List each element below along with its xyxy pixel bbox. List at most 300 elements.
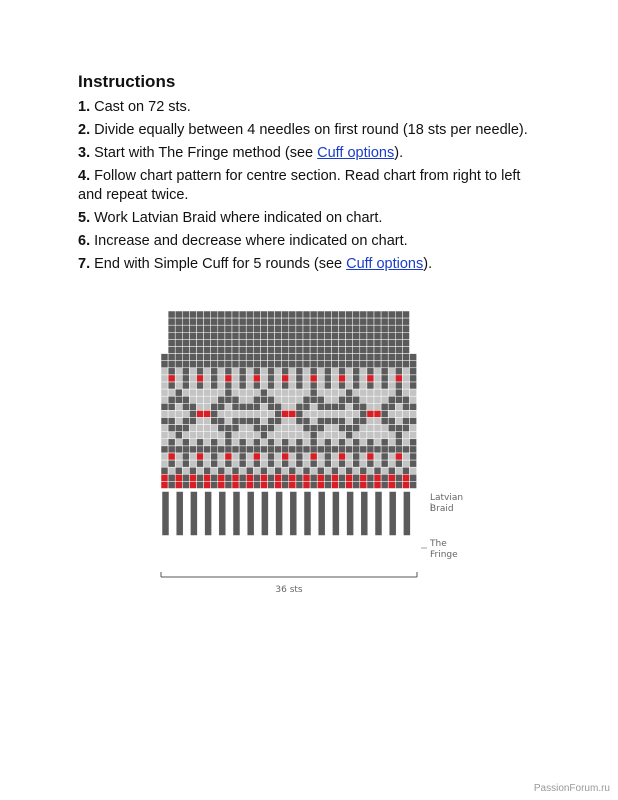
chart-cell <box>246 481 253 488</box>
chart-cell <box>367 332 374 339</box>
chart-cell <box>310 481 317 488</box>
chart-cell <box>197 403 204 410</box>
chart-cell <box>353 368 360 375</box>
chart-cell <box>367 368 374 375</box>
chart-cell <box>367 432 374 439</box>
chart-cell <box>182 425 189 432</box>
chart-cell <box>310 446 317 453</box>
chart-cell <box>402 318 409 325</box>
chart-cell <box>388 361 395 368</box>
chart-cell <box>246 460 253 467</box>
chart-cell <box>395 453 402 460</box>
chart-cell <box>374 453 381 460</box>
chart-cell <box>253 467 260 474</box>
chart-cell <box>296 474 303 481</box>
chart-cell <box>282 318 289 325</box>
chart-cell <box>275 332 282 339</box>
chart-cell <box>324 474 331 481</box>
chart-cell <box>232 382 239 389</box>
chart-cell <box>339 453 346 460</box>
chart-cell <box>310 318 317 325</box>
chart-cell <box>232 361 239 368</box>
chart-cell <box>339 311 346 318</box>
cuff-options-link-2[interactable]: Cuff options <box>346 256 424 272</box>
chart-cell <box>232 425 239 432</box>
chart-cell <box>204 425 211 432</box>
chart-cell <box>410 375 417 382</box>
chart-cell <box>260 325 267 332</box>
chart-cell <box>360 332 367 339</box>
chart-cell <box>402 453 409 460</box>
chart-cell <box>253 354 260 361</box>
chart-cell <box>331 446 338 453</box>
chart-cell <box>360 347 367 354</box>
chart-cell <box>410 410 417 417</box>
chart-cell <box>168 446 175 453</box>
chart-cell <box>381 361 388 368</box>
chart-cell <box>246 425 253 432</box>
chart-cell <box>197 474 204 481</box>
chart-cell <box>346 339 353 346</box>
chart-cell <box>239 467 246 474</box>
chart-cell <box>168 453 175 460</box>
chart-cell <box>395 332 402 339</box>
chart-cell <box>275 361 282 368</box>
chart-cell <box>246 318 253 325</box>
chart-cell <box>289 318 296 325</box>
chart-cell <box>360 418 367 425</box>
chart-cell <box>395 410 402 417</box>
chart-cell <box>402 410 409 417</box>
chart-cell <box>161 403 168 410</box>
chart-cell <box>239 418 246 425</box>
chart-cell <box>253 361 260 368</box>
chart-cell <box>317 467 324 474</box>
chart-cell <box>346 375 353 382</box>
chart-cell <box>225 418 232 425</box>
chart-cell <box>232 474 239 481</box>
chart-cell <box>289 403 296 410</box>
chart-cell <box>289 425 296 432</box>
chart-cell <box>353 446 360 453</box>
chart-cell <box>211 460 218 467</box>
chart-cell <box>204 403 211 410</box>
chart-cell <box>175 446 182 453</box>
chart-cell <box>232 418 239 425</box>
chart-cell <box>282 474 289 481</box>
chart-cell <box>395 418 402 425</box>
chart-cell <box>395 396 402 403</box>
chart-cell <box>182 382 189 389</box>
chart-cell <box>324 318 331 325</box>
chart-cell <box>381 418 388 425</box>
chart-cell <box>282 332 289 339</box>
chart-cell <box>353 339 360 346</box>
chart-cell <box>317 325 324 332</box>
chart-cell <box>204 481 211 488</box>
chart-cell <box>275 418 282 425</box>
chart-cell <box>204 375 211 382</box>
chart-cell <box>218 403 225 410</box>
chart-cell <box>381 403 388 410</box>
chart-cell <box>410 467 417 474</box>
chart-cell <box>353 382 360 389</box>
chart-cell <box>182 467 189 474</box>
chart-cell <box>367 325 374 332</box>
chart-cell <box>211 389 218 396</box>
chart-cell <box>246 474 253 481</box>
chart-cell <box>260 368 267 375</box>
chart-cell <box>268 396 275 403</box>
chart-cell <box>239 481 246 488</box>
chart-cell <box>402 446 409 453</box>
chart-cell <box>182 403 189 410</box>
chart-cell <box>253 347 260 354</box>
chart-cell <box>367 474 374 481</box>
chart-cell <box>324 339 331 346</box>
chart-cell <box>339 361 346 368</box>
chart-cell <box>367 339 374 346</box>
chart-cell <box>211 339 218 346</box>
chart-cell <box>268 467 275 474</box>
chart-cell <box>360 460 367 467</box>
chart-cell <box>225 311 232 318</box>
chart-cell <box>360 389 367 396</box>
chart-cell <box>282 375 289 382</box>
chart-cell <box>367 403 374 410</box>
chart-cell <box>395 467 402 474</box>
chart-cell <box>232 432 239 439</box>
chart-cell <box>402 467 409 474</box>
chart-cell <box>395 389 402 396</box>
chart-cell <box>282 432 289 439</box>
knitting-chart <box>150 305 480 600</box>
chart-cell <box>175 375 182 382</box>
chart-cell <box>197 410 204 417</box>
chart-cell <box>346 325 353 332</box>
chart-cell <box>388 446 395 453</box>
chart-cell <box>182 418 189 425</box>
chart-cell <box>296 382 303 389</box>
chart-cell <box>402 432 409 439</box>
chart-cell <box>289 382 296 389</box>
chart-cell <box>211 368 218 375</box>
chart-cell <box>410 403 417 410</box>
chart-cell <box>317 382 324 389</box>
chart-cell <box>296 460 303 467</box>
chart-cell <box>218 347 225 354</box>
chart-cell <box>239 410 246 417</box>
chart-cell <box>282 453 289 460</box>
chart-grid <box>161 311 417 489</box>
chart-cell <box>395 403 402 410</box>
chart-cell <box>253 474 260 481</box>
chart-cell <box>360 446 367 453</box>
chart-cell <box>197 389 204 396</box>
chart-cell <box>395 446 402 453</box>
chart-cell <box>204 467 211 474</box>
chart-cell <box>253 403 260 410</box>
chart-cell <box>246 439 253 446</box>
chart-cell <box>381 453 388 460</box>
chart-cell <box>410 418 417 425</box>
chart-cell <box>275 318 282 325</box>
chart-cell <box>331 467 338 474</box>
chart-cell <box>410 361 417 368</box>
chart-cell <box>204 460 211 467</box>
chart-cell <box>360 425 367 432</box>
chart-cell <box>395 361 402 368</box>
fringe-strand <box>176 492 183 536</box>
chart-cell <box>353 481 360 488</box>
chart-cell <box>218 432 225 439</box>
chart-cell <box>410 481 417 488</box>
chart-cell <box>410 446 417 453</box>
chart-cell <box>374 460 381 467</box>
chart-cell <box>317 339 324 346</box>
chart-cell <box>310 382 317 389</box>
chart-cell <box>225 332 232 339</box>
chart-cell <box>402 389 409 396</box>
chart-cell <box>197 396 204 403</box>
chart-cell <box>239 354 246 361</box>
chart-cell <box>388 382 395 389</box>
chart-cell <box>374 403 381 410</box>
chart-cell <box>324 467 331 474</box>
chart-cell <box>367 410 374 417</box>
chart-cell <box>232 446 239 453</box>
chart-cell <box>268 474 275 481</box>
chart-cell <box>374 318 381 325</box>
chart-cell <box>367 318 374 325</box>
chart-cell <box>324 389 331 396</box>
chart-cell <box>161 410 168 417</box>
chart-cell <box>402 311 409 318</box>
chart-cell <box>204 474 211 481</box>
chart-cell <box>353 354 360 361</box>
chart-cell <box>381 375 388 382</box>
chart-cell <box>275 347 282 354</box>
chart-cell <box>161 396 168 403</box>
chart-cell <box>353 389 360 396</box>
chart-cell <box>339 425 346 432</box>
chart-cell <box>310 375 317 382</box>
chart-cell <box>253 410 260 417</box>
chart-cell <box>331 453 338 460</box>
fringe-strand <box>389 492 396 536</box>
chart-cell <box>381 325 388 332</box>
chart-cell <box>324 332 331 339</box>
chart-cell <box>324 347 331 354</box>
chart-cell <box>296 361 303 368</box>
chart-cell <box>289 481 296 488</box>
chart-cell <box>346 347 353 354</box>
chart-cell <box>402 382 409 389</box>
chart-cell <box>197 481 204 488</box>
chart-cell <box>182 396 189 403</box>
chart-cell <box>161 446 168 453</box>
chart-cell <box>303 403 310 410</box>
chart-cell <box>395 425 402 432</box>
chart-cell <box>197 368 204 375</box>
chart-cell <box>303 418 310 425</box>
chart-cell <box>175 339 182 346</box>
chart-cell <box>331 361 338 368</box>
chart-cell <box>339 325 346 332</box>
chart-cell <box>239 318 246 325</box>
chart-cell <box>204 354 211 361</box>
chart-cell <box>381 382 388 389</box>
chart-cell <box>204 339 211 346</box>
chart-cell <box>395 439 402 446</box>
chart-cell <box>225 368 232 375</box>
chart-cell <box>189 446 196 453</box>
chart-cell <box>346 439 353 446</box>
chart-cell <box>239 403 246 410</box>
chart-cell <box>268 432 275 439</box>
chart-cell <box>175 460 182 467</box>
chart-cell <box>374 481 381 488</box>
chart-cell <box>232 311 239 318</box>
chart-cell <box>360 368 367 375</box>
chart-cell <box>275 474 282 481</box>
chart-cell <box>289 418 296 425</box>
chart-cell <box>161 453 168 460</box>
fringe-strand <box>361 492 368 536</box>
chart-cell <box>239 389 246 396</box>
chart-cell <box>161 389 168 396</box>
chart-cell <box>289 410 296 417</box>
chart-cell <box>268 389 275 396</box>
chart-cell <box>260 453 267 460</box>
braid-label-line2: Braid <box>430 504 454 514</box>
chart-cell <box>374 425 381 432</box>
chart-cell <box>260 432 267 439</box>
chart-cell <box>402 339 409 346</box>
chart-cell <box>374 439 381 446</box>
chart-cell <box>225 361 232 368</box>
chart-cell <box>331 332 338 339</box>
chart-cell <box>303 361 310 368</box>
chart-cell <box>339 382 346 389</box>
chart-cell <box>303 325 310 332</box>
watermark: PassionForum.ru <box>533 783 610 794</box>
chart-cell <box>239 339 246 346</box>
chart-cell <box>410 389 417 396</box>
chart-cell <box>353 403 360 410</box>
chart-cell <box>296 410 303 417</box>
chart-cell <box>260 396 267 403</box>
chart-cell <box>275 410 282 417</box>
chart-cell <box>331 425 338 432</box>
chart-cell <box>197 446 204 453</box>
chart-cell <box>275 396 282 403</box>
chart-cell <box>360 375 367 382</box>
chart-cell <box>402 460 409 467</box>
chart-cell <box>197 361 204 368</box>
chart-cell <box>161 460 168 467</box>
chart-cell <box>218 418 225 425</box>
chart-cell <box>175 481 182 488</box>
chart-cell <box>331 375 338 382</box>
chart-cell <box>353 410 360 417</box>
fringe-strand <box>233 492 240 536</box>
chart-cell <box>268 361 275 368</box>
chart-cell <box>239 375 246 382</box>
chart-cell <box>282 439 289 446</box>
chart-cell <box>275 389 282 396</box>
chart-cell <box>381 460 388 467</box>
fringe-strand <box>276 492 283 536</box>
chart-cell <box>317 481 324 488</box>
chart-cell <box>225 425 232 432</box>
chart-cell <box>289 460 296 467</box>
chart-cell <box>317 311 324 318</box>
chart-cell <box>204 347 211 354</box>
chart-cell <box>331 389 338 396</box>
chart-cell <box>189 460 196 467</box>
chart-cell <box>175 453 182 460</box>
instructions-heading: Instructions <box>78 72 176 91</box>
chart-cell <box>225 474 232 481</box>
chart-cell <box>168 432 175 439</box>
chart-cell <box>402 332 409 339</box>
chart-cell <box>388 467 395 474</box>
chart-cell <box>388 439 395 446</box>
chart-cell <box>324 439 331 446</box>
chart-cell <box>346 467 353 474</box>
chart-cell <box>218 311 225 318</box>
chart-cell <box>331 474 338 481</box>
chart-cell <box>346 453 353 460</box>
chart-cell <box>175 361 182 368</box>
chart-cell <box>303 318 310 325</box>
chart-cell <box>410 453 417 460</box>
chart-cell <box>360 432 367 439</box>
chart-cell <box>310 410 317 417</box>
chart-cell <box>175 432 182 439</box>
chart-cell <box>168 347 175 354</box>
chart-cell <box>367 439 374 446</box>
fringe-strand <box>162 492 169 536</box>
chart-cell <box>388 332 395 339</box>
chart-cell <box>310 311 317 318</box>
chart-cell <box>296 347 303 354</box>
chart-cell <box>331 382 338 389</box>
chart-cell <box>246 332 253 339</box>
chart-cell <box>353 311 360 318</box>
chart-cell <box>296 368 303 375</box>
chart-cell <box>175 332 182 339</box>
chart-cell <box>346 382 353 389</box>
chart-cell <box>189 403 196 410</box>
chart-cell <box>339 354 346 361</box>
chart-cell <box>211 354 218 361</box>
chart-cell <box>360 339 367 346</box>
chart-cell <box>324 396 331 403</box>
chart-cell <box>310 361 317 368</box>
cuff-options-link[interactable]: Cuff options <box>317 145 395 161</box>
chart-cell <box>168 474 175 481</box>
chart-cell <box>388 432 395 439</box>
chart-cell <box>225 453 232 460</box>
chart-cell <box>282 396 289 403</box>
chart-cell <box>182 460 189 467</box>
chart-cell <box>367 389 374 396</box>
chart-cell <box>239 439 246 446</box>
chart-cell <box>189 361 196 368</box>
chart-cell <box>395 460 402 467</box>
